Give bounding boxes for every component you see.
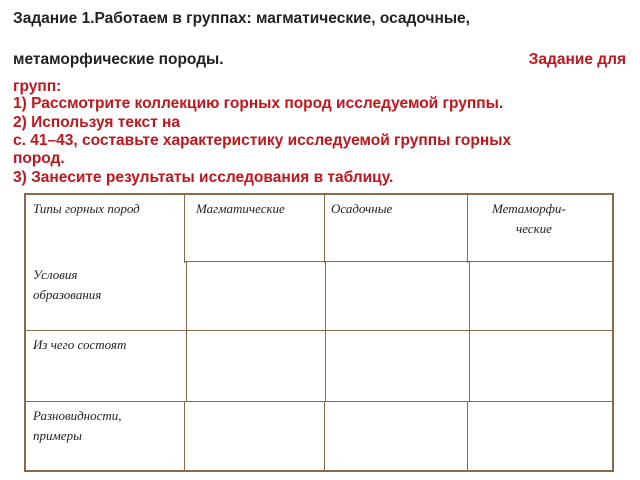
col-divider-1 [184,193,185,263]
table-border-bottom [24,470,614,472]
header-magmatic: Магматические [196,201,285,216]
answer-cell[interactable] [469,403,611,469]
table-border-top [24,193,614,195]
row-label-varieties-2: примеры [33,428,82,443]
instruction-line-5: пород. [13,150,65,167]
instruction-line-2: 1) Рассмотрите коллекцию горных пород исследуемой группы. [13,95,504,112]
answer-cell[interactable] [471,263,611,329]
instruction-line-4: с. 41–43, составьте характеристику исследуемой группы горных [13,132,512,149]
row-label-composition: Из чего состоят [33,337,127,352]
instruction-line-1: групп: [13,78,62,95]
table-border-right [612,193,614,472]
col-divider-2 [324,193,325,263]
table-border-left [24,193,26,472]
row-divider-1a [184,261,614,262]
row-label-conditions-1: Условия [33,267,78,282]
answer-cell[interactable] [327,332,467,400]
col-divider-3b [469,262,470,402]
header-metamorphic-1: Метаморфи- [492,201,566,216]
col-divider-1b [186,262,187,402]
header-metamorphic-2: ческие [516,221,552,236]
row-label-varieties-1: Разновидности, [33,408,122,423]
instruction-line-6: 3) Занесите результаты исследования в таблицу. [13,169,394,186]
answer-cell[interactable] [326,403,466,469]
instruction-line-3: 2) Используя текст на [13,114,181,131]
heading-line-1: Задание 1.Работаем в группах: магматические, осадочные, [13,10,470,27]
row-divider-2 [24,330,614,331]
header-corner: Типы горных пород [33,201,140,216]
row-divider-3 [24,401,614,402]
answer-cell[interactable] [471,332,611,400]
header-sedimentary: Осадочные [331,201,393,216]
answer-cell[interactable] [188,263,323,329]
row-label-conditions-2: образования [33,287,102,302]
heading-line-2: метаморфические породы. [13,51,224,68]
col-divider-3 [467,193,468,263]
answer-cell[interactable] [188,332,323,400]
col-divider-1c [184,401,185,471]
answer-cell[interactable] [186,403,323,469]
task-label: Задание для [528,51,626,68]
col-divider-3c [467,401,468,471]
col-divider-2c [324,401,325,471]
answer-cell[interactable] [327,263,467,329]
col-divider-2b [325,262,326,402]
